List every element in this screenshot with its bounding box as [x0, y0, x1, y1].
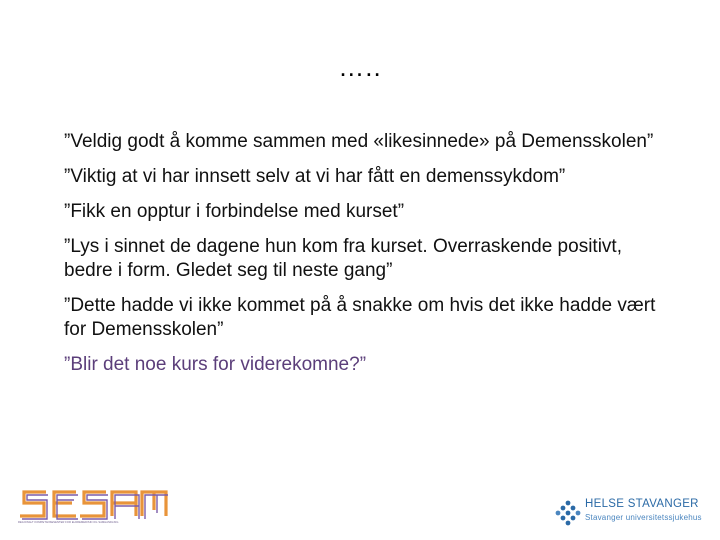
helse-stavanger-logo: [554, 498, 720, 530]
helse-stavanger-subtitle: Stavanger universitetssjukehus: [585, 513, 702, 522]
quote-2: ”Viktig at vi har innsett selv at vi har fått en demenssykdom”: [64, 166, 566, 187]
sesam-wordmark-icon: [18, 488, 168, 520]
helse-stavanger-name: HELSE STAVANGER: [585, 498, 699, 510]
quote-3: ”Fikk en opptur i forbindelse med kurset”: [64, 201, 405, 222]
quote-list: [64, 130, 664, 388]
quote-5: ”Dette hadde vi ikke kommet på å snakke om hvis det ikke hadde vært for Demensskolen”: [64, 295, 656, 340]
sesam-caption: REGIONALT KOMPETANSESENTER FOR ELDREMEDISIN OG SAMHANDLING: [18, 521, 119, 524]
quote-1: ”Veldig godt å komme sammen med «likesinnede» på Demensskolen”: [64, 131, 654, 152]
sesam-logo: [18, 488, 168, 528]
helse-dots-icon: [554, 500, 582, 528]
quote-4: ”Lys i sinnet de dagene hun kom fra kurset. Overraskende positivt, bedre i form. Gledet seg til neste gang”: [64, 236, 622, 281]
quote-6: ”Blir det noe kurs for viderekomne?”: [64, 354, 367, 375]
slide-title: …..: [338, 52, 382, 82]
